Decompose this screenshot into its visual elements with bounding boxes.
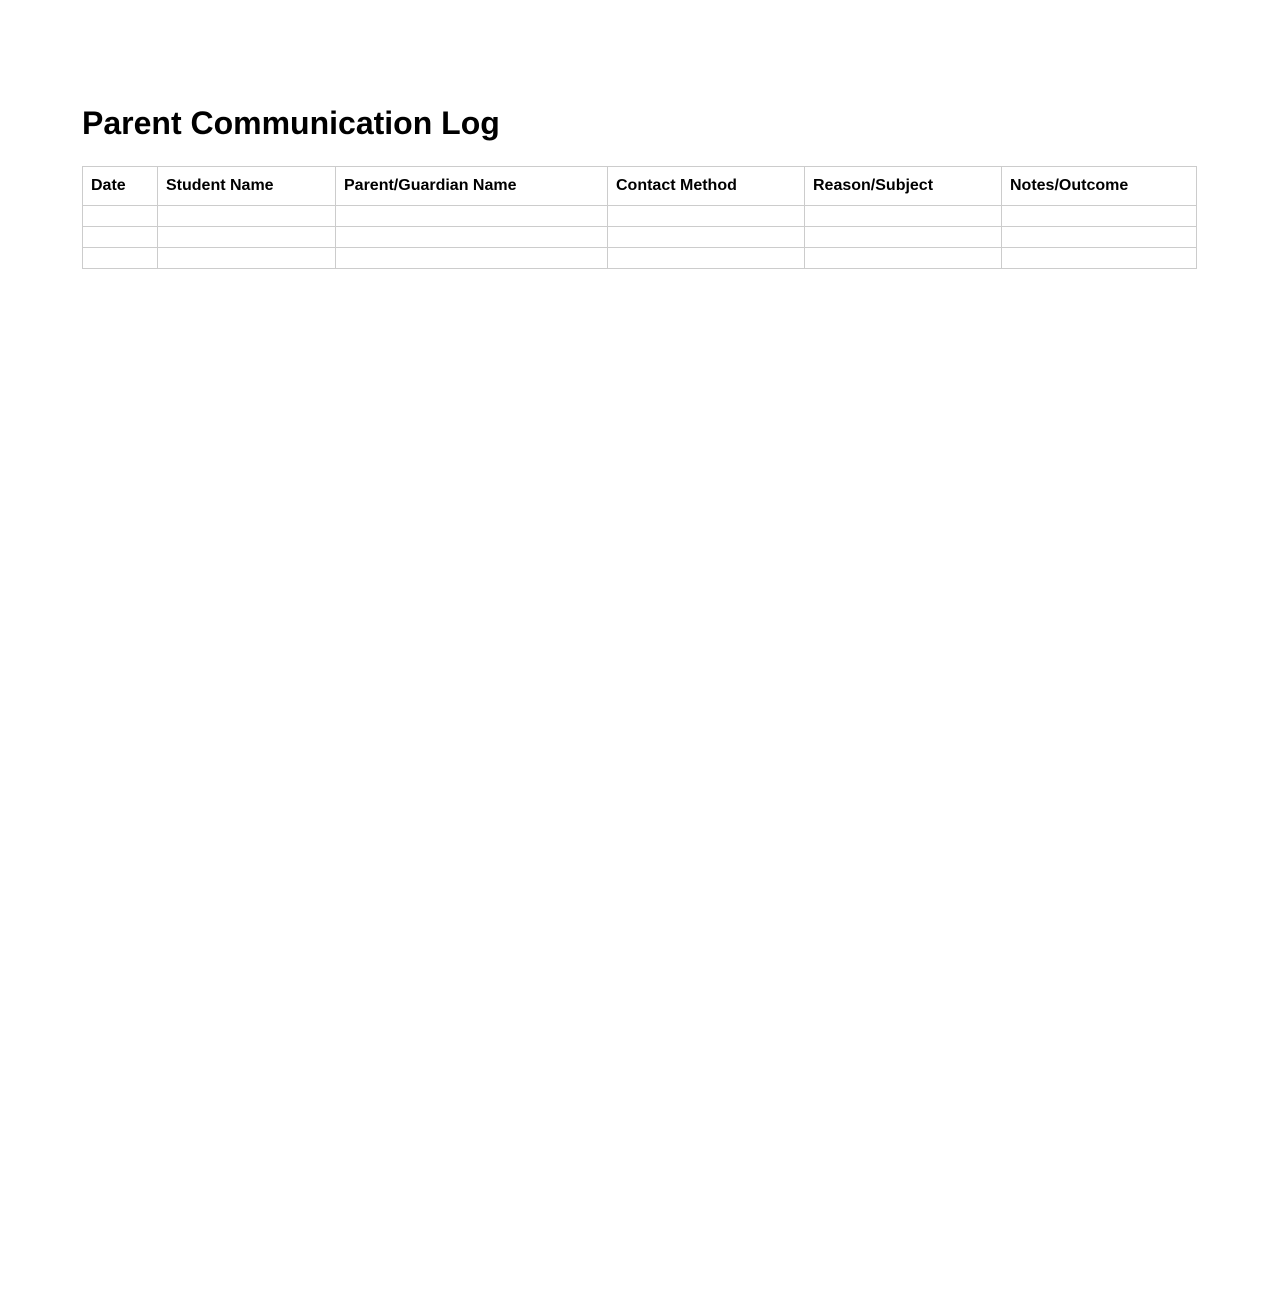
table-cell-date[interactable] bbox=[83, 227, 158, 248]
table-cell-parent-guardian-name[interactable] bbox=[336, 206, 608, 227]
column-header-parent-guardian-name: Parent/Guardian Name bbox=[336, 167, 608, 206]
table-cell-student-name[interactable] bbox=[158, 227, 336, 248]
table-cell-reason-subject[interactable] bbox=[805, 206, 1002, 227]
column-header-reason-subject: Reason/Subject bbox=[805, 167, 1002, 206]
table-row bbox=[83, 248, 1197, 269]
table-row bbox=[83, 206, 1197, 227]
table-cell-parent-guardian-name[interactable] bbox=[336, 227, 608, 248]
document-page bbox=[82, 100, 1196, 269]
communication-log-table bbox=[82, 166, 1197, 269]
page-title: Parent Communication Log bbox=[82, 105, 500, 141]
table-cell-contact-method[interactable] bbox=[608, 227, 805, 248]
column-header-notes-outcome: Notes/Outcome bbox=[1002, 167, 1197, 206]
column-header-date: Date bbox=[83, 167, 158, 206]
table-cell-student-name[interactable] bbox=[158, 248, 336, 269]
table-cell-reason-subject[interactable] bbox=[805, 227, 1002, 248]
column-header-student-name: Student Name bbox=[158, 167, 336, 206]
table-cell-date[interactable] bbox=[83, 248, 158, 269]
table-cell-student-name[interactable] bbox=[158, 206, 336, 227]
column-header-contact-method: Contact Method bbox=[608, 167, 805, 206]
table-cell-reason-subject[interactable] bbox=[805, 248, 1002, 269]
table-cell-notes-outcome[interactable] bbox=[1002, 227, 1197, 248]
table-cell-date[interactable] bbox=[83, 206, 158, 227]
table-header-row bbox=[83, 167, 1197, 206]
table-cell-notes-outcome[interactable] bbox=[1002, 248, 1197, 269]
table-cell-contact-method[interactable] bbox=[608, 206, 805, 227]
table-cell-notes-outcome[interactable] bbox=[1002, 206, 1197, 227]
table-row bbox=[83, 227, 1197, 248]
table-cell-contact-method[interactable] bbox=[608, 248, 805, 269]
table-cell-parent-guardian-name[interactable] bbox=[336, 248, 608, 269]
